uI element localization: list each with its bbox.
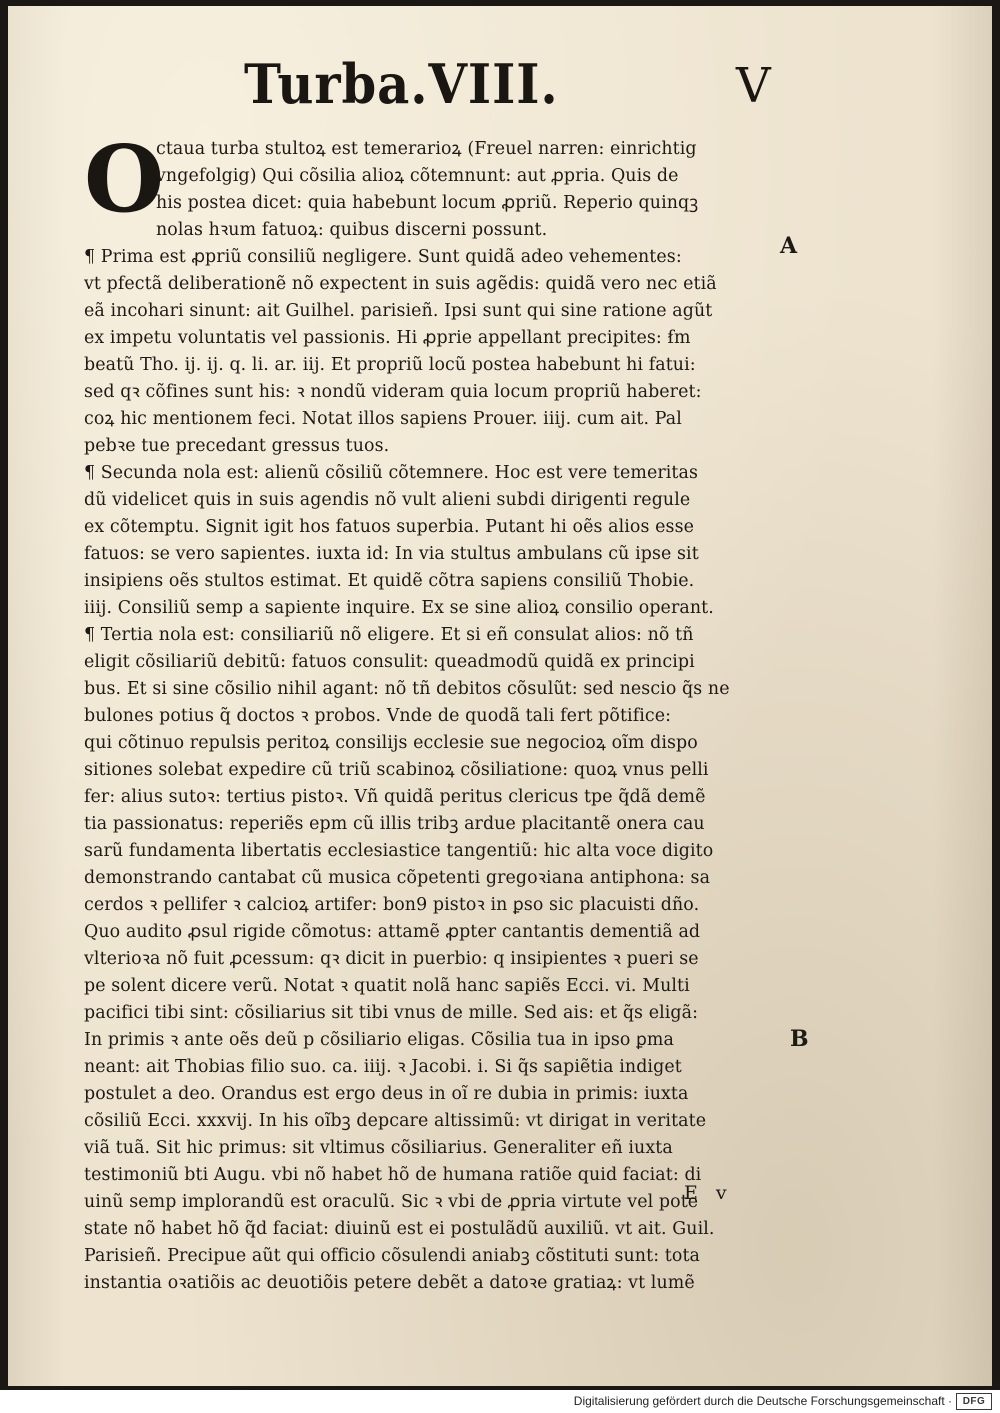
text-line: ctaua turba stultoꝝ est temerarioꝝ (Freuel narren: einrichtig [156, 139, 697, 159]
text-line: sarũ fundamenta libertatis ecclesiastice tangentiũ: hic alta voce digito [84, 841, 714, 861]
text-line: ex cõtemptu. Signit igit hos fatuos superbia. Putant hi oẽs alios esse [84, 517, 694, 537]
text-line: instantia oꝛatiõis ac deuotiõis petere debẽt a datoꝛe gratiaꝝ: vt lumẽ [84, 1273, 695, 1293]
text-line: vngefolgig) Qui cõsilia alioꝝ cõtemnunt: aut ꝓpria. Quis de [156, 166, 679, 186]
text-line: Quo audito ꝓsul rigide cõmotus: attamẽ ꝓpter cantantis dementiã ad [84, 922, 701, 942]
text-line: Parisieñ. Precipue aũt qui officio cõsulendi aniabꝫ cõstituti sunt: tota [84, 1246, 700, 1266]
text-line: testimoniũ bti Augu. vbi nõ habet hõ de humana ratiõe quid faciat: di [84, 1165, 702, 1185]
text-line: eã incohari sinunt: ait Guilhel. parisieñ. Ipsi sunt qui sine ratione agũt [84, 301, 713, 321]
text-line: In primis ꝛ ante oẽs deũ p cõsiliario eligas. Cõsilia tua in ipso ꝑma [84, 1030, 674, 1050]
text-line: qui cõtinuo repulsis peritoꝝ consilijs ecclesie sue negocioꝝ oĩm dispo [84, 733, 698, 753]
text-line: vt pfectã deliberationẽ nõ expectent in suis agẽdis: quidã vero nec etiã [84, 274, 717, 294]
book-page [8, 6, 992, 1386]
text-line: viã tuã. Sit hic primus: sit vltimus cõsiliarius. Generaliter eñ iuxta [84, 1138, 673, 1158]
funding-credit: Digitalisierung gefördert durch die Deutsche Forschungsgemeinschaft · [573, 1394, 952, 1408]
text-line: tia passionatus: reperiẽs epm cũ illis tribꝫ ardue placitantẽ onera cau [84, 814, 705, 834]
body-text [84, 125, 784, 1297]
folio-signature: V [736, 58, 771, 114]
margin-mark-a: A [780, 233, 798, 259]
text-line: bulones potius q̃ doctos ꝛ probos. Vnde de quodã tali fert põtifice: [84, 706, 672, 726]
margin-mark-b: B [790, 1026, 809, 1052]
text-line: fatuos: se vero sapientes. iuxta id: In via stultus ambulans cũ ipse sit [84, 544, 699, 564]
text-line: sed qꝛ cõfines sunt his: ꝛ nondũ videram quia locum propriũ haberet: [84, 382, 702, 402]
text-line: ¶ Prima est ꝓpriũ consiliũ negligere. Sunt quidã adeo vehementes: [84, 247, 682, 267]
text-line: neant: ait Thobias filio suo. ca. iiij. ꝛ Jacobi. i. Si q̃s sapiẽtia indiget [84, 1057, 682, 1077]
text-line: uinũ semp implorandũ est oraculũ. Sic ꝛ vbi de ꝓpria virtute vel pote [84, 1192, 699, 1212]
page-content [8, 6, 992, 1386]
text-line: vlterioꝛa nõ fuit ꝓcessum: qꝛ dicit in puerbio: q insipientes ꝛ pueri se [84, 949, 699, 969]
text-line: pebꝛe tue precedant gressus tuos. [84, 436, 390, 456]
text-line: beatũ Tho. ij. ij. q. li. ar. iij. Et propriũ locũ postea habebunt hi fatui: [84, 355, 696, 375]
text-line: state nõ habet hõ q̃d faciat: diuinũ est ei postulãdũ auxiliũ. vt ait. Guil. [84, 1219, 715, 1239]
text-line: nolas hꝛum fatuoꝝ: quibus discerni possunt. [156, 220, 548, 240]
running-title: Turba.VIII. [244, 52, 559, 116]
text-line: eligit cõsiliariũ debitũ: fatuos consulit: queadmodũ quidã ex principi [84, 652, 695, 672]
text-line: iiij. Consiliũ semp a sapiente inquire. Ex se sine alioꝝ consilio operant. [84, 598, 714, 618]
text-line: dũ videlicet quis in suis agendis nõ vult alieni subdi dirigenti regule [84, 490, 691, 510]
text-line: pacifici tibi sint: cõsiliarius sit tibi vnus de mille. Sed ais: et q̃s eligã: [84, 1003, 699, 1023]
text-line: postulet a deo. Orandus est ergo deus in oĩ re dubia in primis: iuxta [84, 1084, 689, 1104]
text-line: bus. Et si sine cõsilio nihil agant: nõ tñ debitos cõsulũt: sed nescio q̃s ne [84, 679, 730, 699]
dfg-logo: DFG [956, 1393, 992, 1410]
drop-initial: O [84, 125, 165, 233]
text-line: pe solent dicere verũ. Notat ꝛ quatit nolã hanc sapiẽs Ecci. vi. Multi [84, 976, 690, 996]
text-line: ¶ Tertia nola est: consiliariũ nõ eligere. Et si eñ consulat alios: nõ tñ [84, 625, 694, 645]
text-line: cerdos ꝛ pellifer ꝛ calcioꝝ artifer: bon9 pistoꝛ in ꝑso sic placuisti dño. [84, 895, 700, 915]
text-line: coꝝ hic mentionem feci. Notat illos sapiens Prouer. iiij. cum ait. Pal [84, 409, 682, 429]
text-line: ex impetu voluntatis vel passionis. Hi ꝓprie appellant precipites: ẜm [84, 328, 691, 348]
text-line: ¶ Secunda nola est: alienũ cõsiliũ cõtemnere. Hoc est vere temeritas [84, 463, 698, 483]
footer-bar [0, 1390, 1000, 1413]
text-line: sitiones solebat expedire cũ triũ scabinoꝝ cõsiliatione: quoꝝ vnus pelli [84, 760, 709, 780]
text-line: his postea dicet: quia habebunt locum ꝓpriũ. Reperio quinqꝫ [156, 193, 699, 213]
text-line: cõsiliũ Ecci. xxxvij. In his oĩbꝫ depcare altissimũ: vt dirigat in veritate [84, 1111, 707, 1131]
text-line: demonstrando cantabat cũ musica cõpetenti gregoꝛiana antiphona: sa [84, 868, 711, 888]
text-line: fer: alius sutoꝛ: tertius pistoꝛ. Vñ quidã peritus clericus tpe q̃dã demẽ [84, 787, 706, 807]
text-line: insipiens oẽs stultos estimat. Et quidẽ cõtra sapiens consiliũ Thobie. [84, 571, 695, 591]
signature-mark: E v [684, 1182, 733, 1204]
